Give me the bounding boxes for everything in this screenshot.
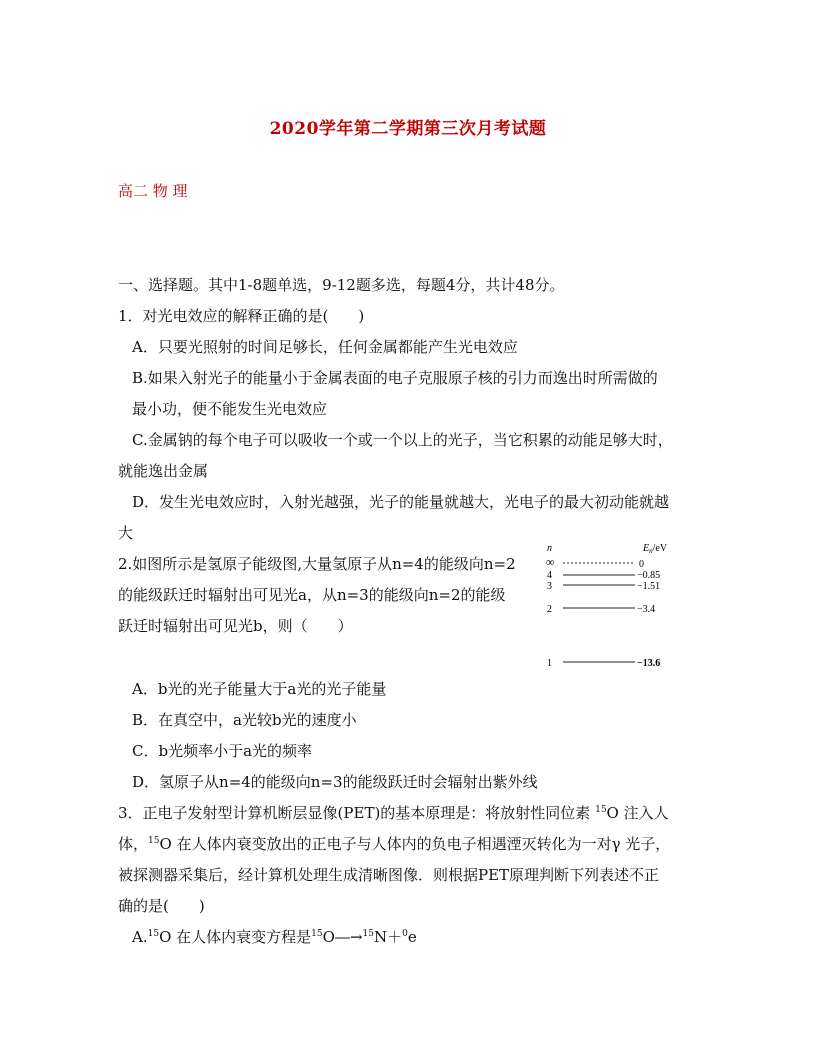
q1-option-c-line1: C.金属钠的每个电子可以吸收一个或一个以上的光子，当它积累的动能足够大时， <box>132 431 673 449</box>
eq-e-symbol: e <box>407 928 417 946</box>
eq-o-mass-2: 15 <box>311 929 323 939</box>
q1-option-d-line2: 大 <box>118 524 134 542</box>
q3-option-a <box>132 927 417 947</box>
page-title: 2020学年第二学期第三次月考试题 <box>269 119 547 139</box>
level-e-4: −0.85 <box>637 570 661 581</box>
subject-label: 高二 物 理 <box>118 182 188 200</box>
eq-o-symbol-2: O <box>322 928 335 946</box>
q1-option-b-line2: 最小功，便不能发生光电效应 <box>132 400 328 418</box>
eq-n-mass: 15 <box>362 929 374 939</box>
q1-stem: 1．对光电效应的解释正确的是( ) <box>118 307 365 325</box>
energy-level-diagram <box>535 535 705 675</box>
q3-stem-line4: 确的是( ) <box>118 897 205 915</box>
eq-n-symbol: N＋ <box>373 928 403 946</box>
isotope-symbol-2: O <box>159 835 172 853</box>
level-e-inf: 0 <box>639 559 644 570</box>
q3-option-a-text: 在人体内衰变方程是 <box>176 928 312 946</box>
diagram-e-header: $E_n/eV$ <box>643 543 668 555</box>
eq-e-mass: 0 <box>402 929 408 939</box>
q3-stem-line1-text: 3．正电子发射型计算机断层显像(PET)的基本原理是：将放射性同位素 <box>118 804 591 822</box>
level-n-2: 2 <box>547 604 552 615</box>
q2-stem-line3: 跃迁时辐射出可见光b，则（ ） <box>118 617 353 635</box>
isotope-mass-2: 15 <box>148 836 160 846</box>
q1-option-a: A．只要光照射的时间足够长，任何金属都能产生光电效应 <box>132 338 518 356</box>
eq-o-symbol: O <box>159 928 172 946</box>
q3-stem-line1-end: 注入人 <box>623 804 669 822</box>
q1-option-d-line1: D．发生光电效应时，入射光越强，光子的能量就越大，光电子的最大初动能就越 <box>132 493 670 511</box>
section-intro: 一、选择题。其中1-8题单选，9-12题多选，每题4分，共计48分。 <box>118 276 565 294</box>
q1-option-b-line1: B.如果入射光子的能量小于金属表面的电子克服原子核的引力而逸出时所需做的 <box>132 369 658 387</box>
q3-stem-line2 <box>118 834 670 854</box>
q3-stem-line1 <box>118 803 669 823</box>
q2-option-c: C．b光频率小于a光的频率 <box>132 742 313 760</box>
q1-option-c-line2: 就能逸出金属 <box>118 462 209 480</box>
q3-stem-line2-text: 在人体内衰变放出的正电子与人体内的负电子相遇湮灭转化为一对γ 光子， <box>176 835 671 853</box>
q2-option-b: B．在真空中，a光较b光的速度小 <box>132 711 357 729</box>
level-n-4: 4 <box>547 570 552 581</box>
level-e-3: −1.51 <box>637 581 661 592</box>
isotope-symbol: O <box>606 804 619 822</box>
eq-arrow: ―→ <box>334 928 363 946</box>
q2-stem-line2: 的能级跃迁时辐射出可见光a，从n=3的能级向n=2的能级 <box>118 586 506 604</box>
level-n-1: 1 <box>547 658 552 669</box>
q3-stem-line3: 被探测器采集后，经计算机处理生成清晰图像．则根据PET原理判断下列表述不正 <box>118 866 660 884</box>
eq-o-mass: 15 <box>147 929 160 939</box>
level-e-1: −13.6 <box>637 658 661 669</box>
level-n-inf: ∞ <box>546 555 555 569</box>
q3-option-a-label: A. <box>132 928 148 946</box>
q2-stem-line1: 2.如图所示是氢原子能级图,大量氢原子从n=4的能级向n=2 <box>118 555 516 573</box>
isotope-mass: 15 <box>595 805 607 815</box>
q2-option-d: D．氢原子从n=4的能级向n=3的能级跃迁时会辐射出紫外线 <box>132 773 538 791</box>
q2-option-a: A．b光的光子能量大于a光的光子能量 <box>132 680 387 698</box>
level-n-3: 3 <box>547 581 552 592</box>
level-e-2: −3.4 <box>637 604 656 615</box>
q3-stem-line2-start: 体， <box>118 835 149 853</box>
diagram-n-header: n <box>547 543 552 554</box>
